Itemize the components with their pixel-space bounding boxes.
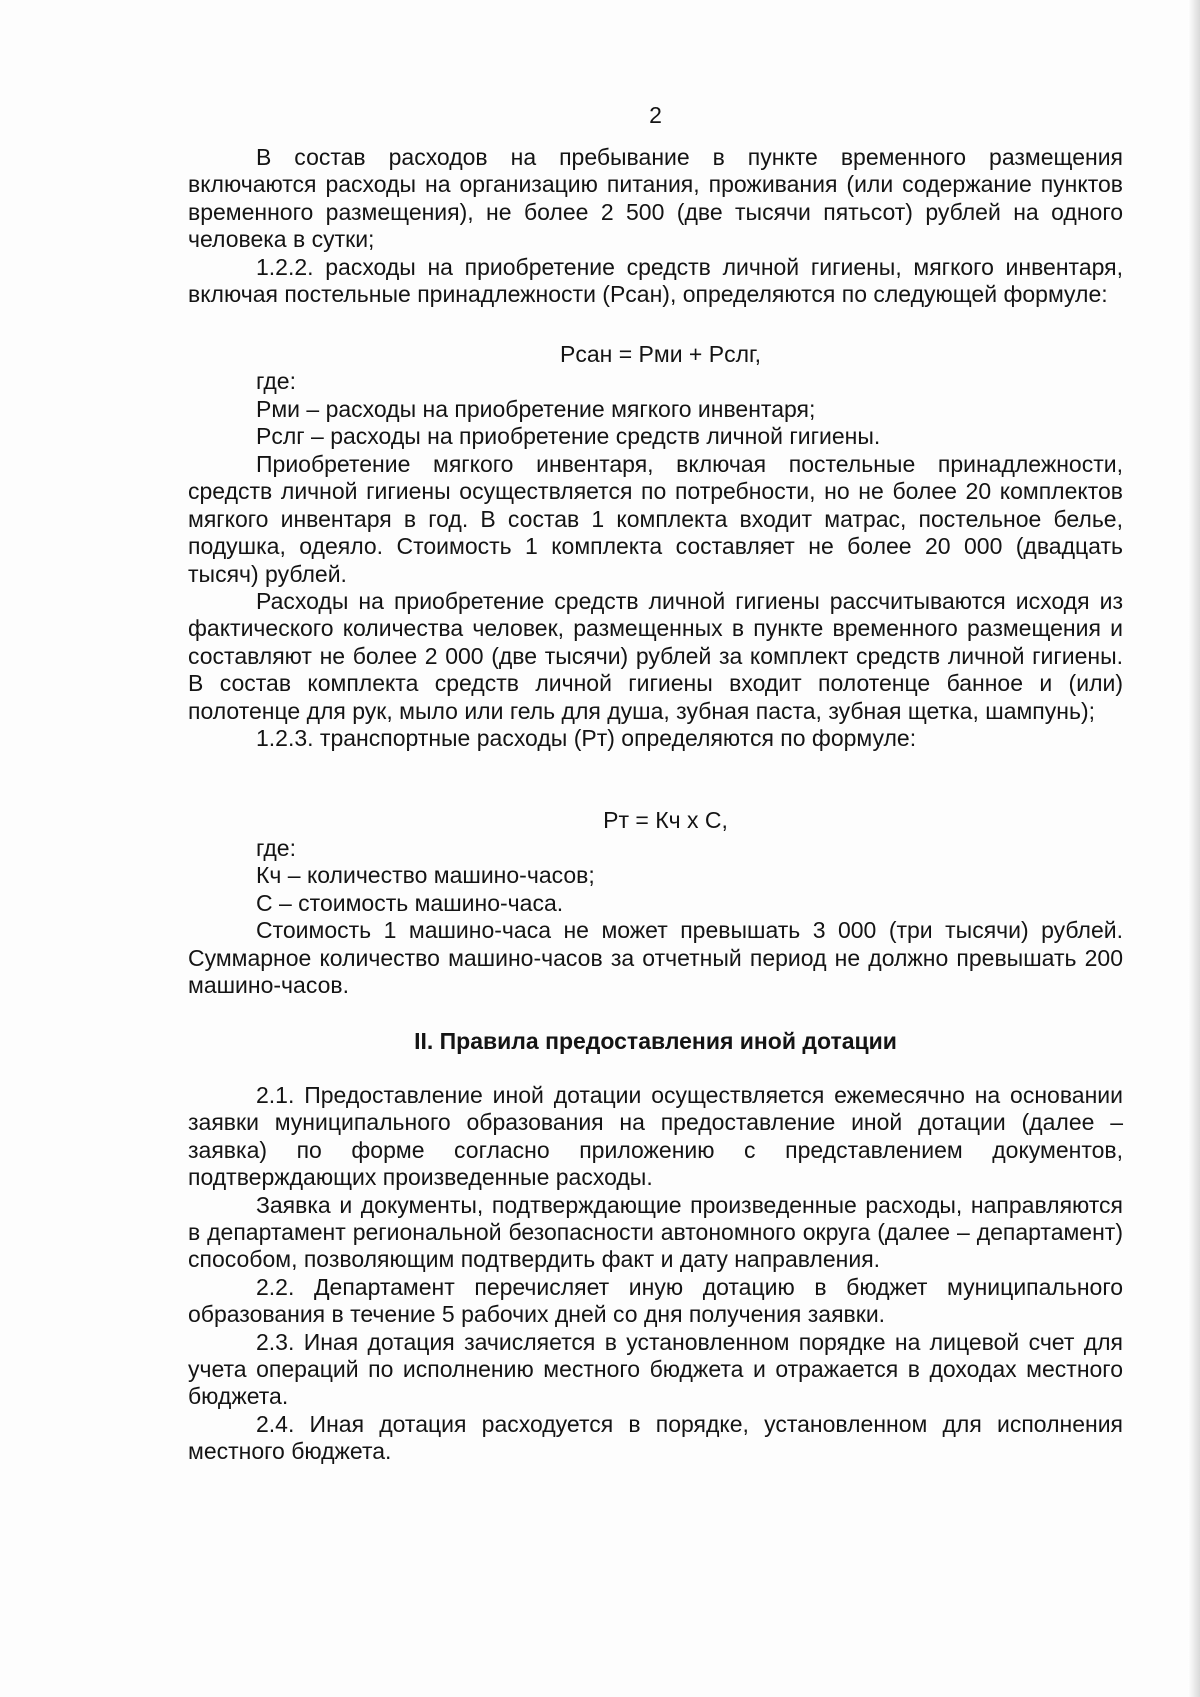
page-number: 2 <box>649 102 662 128</box>
formula-2-block <box>188 807 1123 834</box>
paragraph-hygiene-costs: Расходы на приобретение средств личной гигиены рассчитываются исходя из фактического количества человек, размещенных в пункте временного размещения и составляют не более 2 000 (две тысячи) рублей за комплект средств личной гигиены. В состав комплекта средств личной гигиены входит полотенце банное и (или) полотенце для рук, мыло или гель для душа, зубная паста, зубная щетка, шампунь); <box>188 588 1123 724</box>
formula-2-def-c: С – стоимость машино-часа. <box>256 889 564 916</box>
paragraph-2-2: 2.2. Департамент перечисляет иную дотацию в бюджет муниципального образования в течение 5 рабочих дней со дня получения заявки. <box>188 1273 1123 1328</box>
paragraph-application-docs: Заявка и документы, подтверждающие произведенные расходы, направляются в департамент региональной безопасности автономного округа (далее – департамент) способом, позволяющим подтвердить факт и дату направления. <box>188 1191 1123 1273</box>
formula-1-def-rmi: Рми – расходы на приобретение мягкого инвентаря; <box>256 395 816 422</box>
formula-1-def-rslg: Рслг – расходы на приобретение средств личной гигиены. <box>256 423 881 450</box>
paragraph-accommodation-costs: В состав расходов на пребывание в пункте временного размещения включаются расходы на организацию питания, проживания (или содержание пунктов временного размещения), не более 2 500 (две тысячи пятьсот) рублей на одного человека в сутки; <box>188 144 1123 253</box>
top-section <box>188 144 1123 308</box>
paragraph-soft-inventory: Приобретение мягкого инвентаря, включая постельные принадлежности, средств личной гигиены осуществляется по потребности, но не более 20 комплектов мягкого инвентаря в год. В состав 1 комплекта входит матрас, постельное белье, подушка, одеяло. Стоимость 1 комплекта составляет не более 20 000 (двадцать тысяч) рублей. <box>188 451 1123 587</box>
paragraph-1-2-2: 1.2.2. расходы на приобретение средств личной гигиены, мягкого инвентаря, включая постельные принадлежности (Рсан), определяются по следующей формуле: <box>188 253 1123 308</box>
paragraph-2-3: 2.3. Иная дотация зачисляется в установленном порядке на лицевой счет для учета операций по исполнению местного бюджета и отражается в доходах местного бюджета. <box>188 1328 1123 1410</box>
formula-2-defs <box>188 835 1123 999</box>
formula-2-where: где: <box>256 835 296 861</box>
paragraph-2-1: 2.1. Предоставление иной дотации осуществляется ежемесячно на основании заявки муниципального образования на предоставление иной дотации (далее – заявка) по форме согласно приложению с представлением документов, подтверждающих произведенные расходы. <box>188 1082 1123 1191</box>
formula-1-block <box>188 341 1123 451</box>
section-2-body <box>188 1082 1123 1466</box>
section-title: II. Правила предоставления иной дотации <box>414 1028 897 1054</box>
paragraph-2-4: 2.4. Иная дотация расходуется в порядке, установленном для исполнения местного бюджета. <box>188 1410 1123 1465</box>
formula-rt: Рт = Кч х С, <box>603 807 728 833</box>
paragraph-1-2-3: 1.2.3. транспортные расходы (Рт) определяются по формуле: <box>256 725 917 752</box>
page-edge-shadow <box>1188 0 1200 1697</box>
formula-2-def-kch: Кч – количество машино-часов; <box>256 862 595 889</box>
formula-1-where: где: <box>256 368 296 395</box>
section-2-heading-block <box>188 1028 1123 1055</box>
middle-section <box>188 451 1123 752</box>
formula-rsan: Рсан = Рми + Рслг, <box>560 341 761 367</box>
paragraph-machine-hour-cost: Стоимость 1 машино-часа не может превышать 3 000 (три тысячи) рублей. Суммарное количество машино-часов за отчетный период не должно превышать 200 машино-часов. <box>188 917 1123 999</box>
